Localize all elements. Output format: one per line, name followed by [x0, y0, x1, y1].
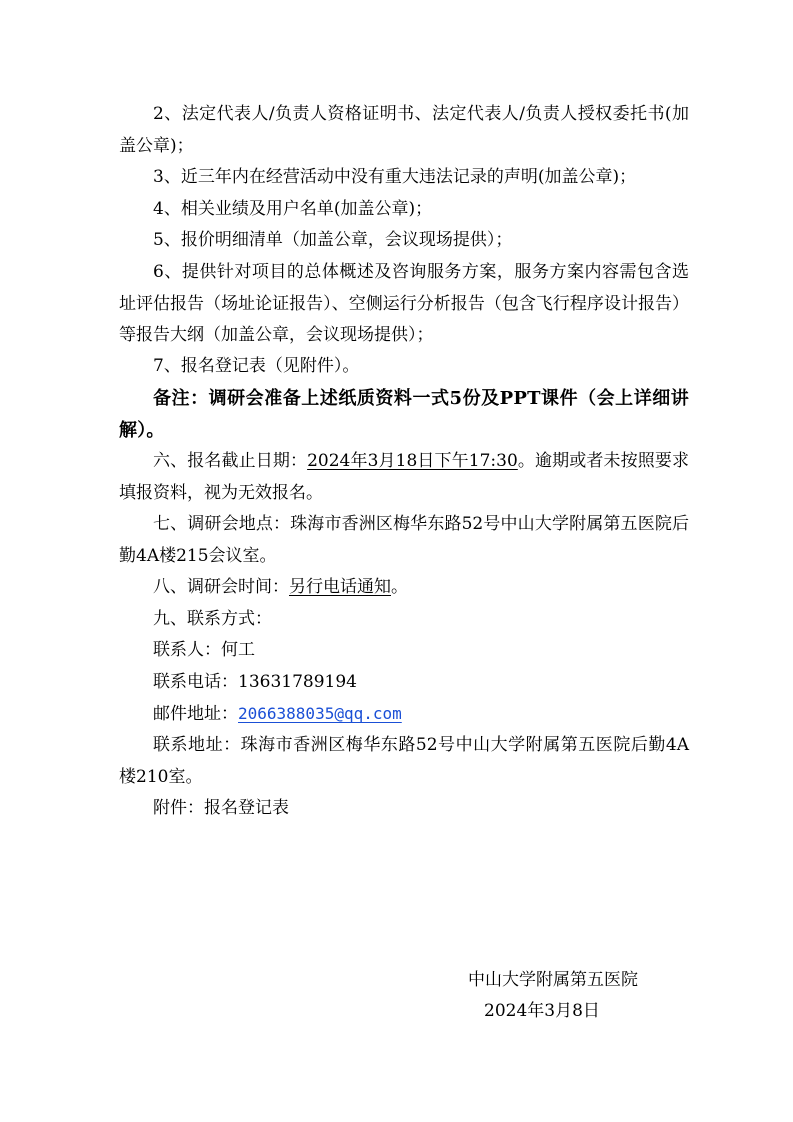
meeting-time-label: 八、调研会时间： [153, 577, 289, 597]
signature-org: 中山大学附属第五医院 [468, 970, 638, 990]
attachment-note: 附件：报名登记表 [153, 798, 289, 818]
requirement-item-6: 6、提供针对项目的总体概述及咨询服务方案，服务方案内容需包含选址评估报告（场址论证报告）、空侧运行分析报告（包含飞行程序设计报告）等报告大纲（加盖公章，会议现场提供）； [119, 262, 689, 345]
meeting-location: 七、调研会地点：珠海市香洲区梅华东路52号中山大学附属第五医院后勤4A楼215会议室。 [119, 514, 689, 566]
meeting-time-end: 。 [391, 577, 408, 597]
contact-heading: 九、联系方式： [153, 609, 272, 629]
deadline-label: 六、报名截止日期： [153, 451, 308, 471]
requirement-item-2: 2、法定代表人/负责人资格证明书、法定代表人/负责人授权委托书(加盖公章)； [119, 104, 689, 156]
meeting-time [119, 572, 689, 604]
contact-email-line [119, 698, 689, 731]
requirement-item-3: 3、近三年内在经营活动中没有重大违法记录的声明(加盖公章)； [153, 167, 637, 187]
contact-email-link[interactable]: 2066388035@qq.com [238, 704, 402, 723]
contact-address: 联系地址：珠海市香洲区梅华东路52号中山大学附属第五医院后勤4A楼210室。 [119, 735, 689, 787]
contact-person: 联系人：何工 [153, 640, 255, 660]
requirement-item-5: 5、报价明细清单（加盖公章，会议现场提供）； [153, 230, 513, 250]
meeting-time-value: 另行电话通知 [289, 577, 391, 597]
deadline-rest: 。逾期或者未按照要求填报资料，视为无效报名。 [119, 451, 690, 503]
signature-date: 2024年3月8日 [484, 1001, 600, 1021]
contact-email-label: 邮件地址： [153, 704, 238, 724]
contact-phone: 联系电话：13631789194 [153, 672, 357, 692]
deadline-date: 2024年3月18日下午17:30 [307, 451, 518, 471]
remark-note: 备注：调研会准备上述纸质资料一式5份及PPT课件（会上详细讲解）。 [119, 388, 689, 441]
requirement-item-7: 7、报名登记表（见附件）。 [153, 356, 360, 376]
requirement-item-4: 4、相关业绩及用户名单(加盖公章)； [153, 199, 433, 219]
deadline-paragraph [119, 446, 689, 509]
